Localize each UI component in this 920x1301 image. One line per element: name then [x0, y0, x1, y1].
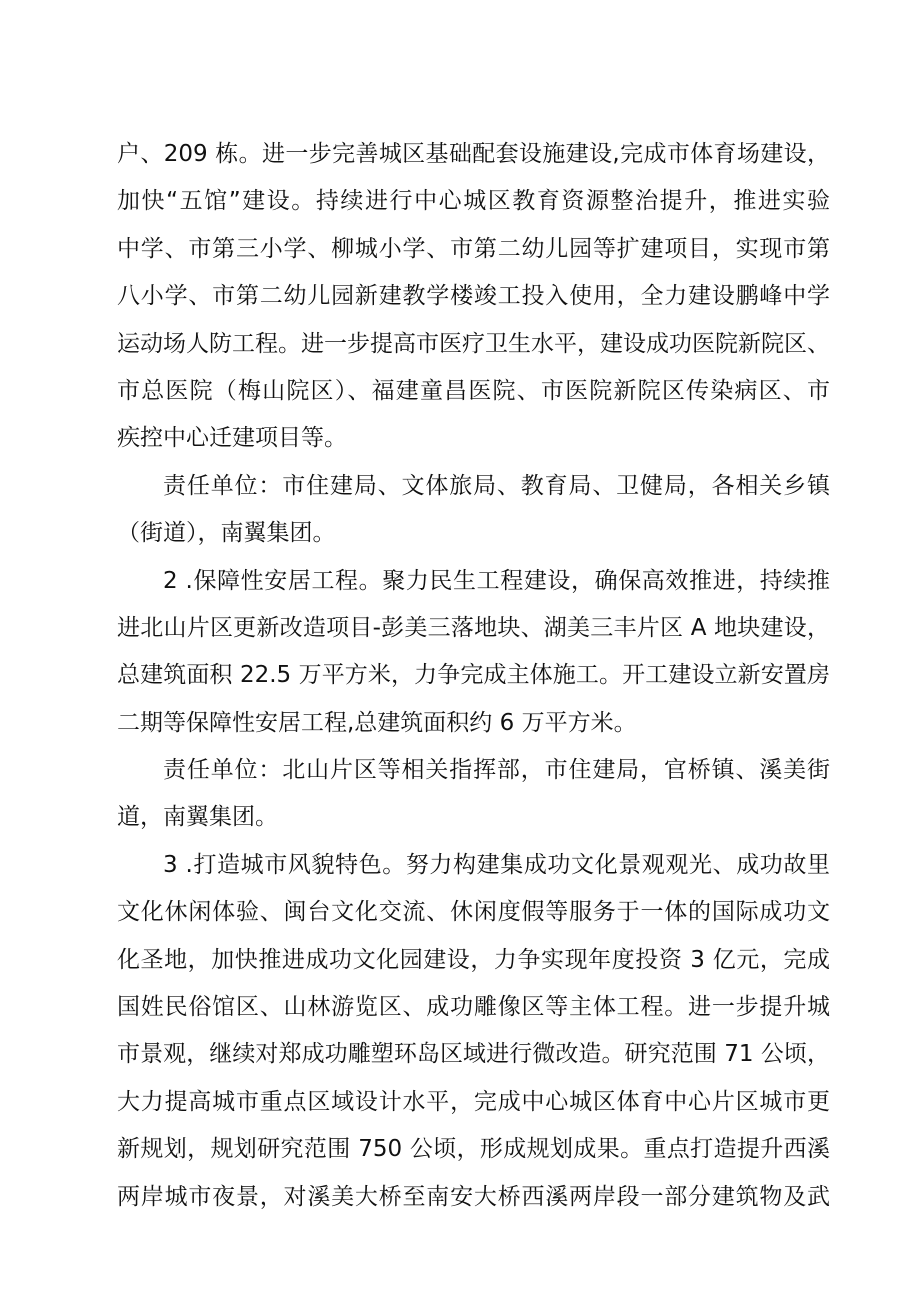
responsibility-line-4: 道，南翼集团。	[117, 804, 278, 831]
text-line-4: 八小学、市第二幼儿园新建教学楼竣工投入使用，全力建设鹏峰中学	[117, 283, 830, 310]
section-3-heading-line: 3 .打造城市风貌特色。努力构建集成功文化景观观光、成功故里	[163, 851, 830, 878]
responsibility-line-2: （街道），南翼集团。	[117, 520, 336, 547]
text-line-5: 运动场人防工程。进一步提高市医疗卫生水平，建设成功医院新院区、	[117, 330, 830, 357]
section-2-line-2: 进北山片区更新改造项目-彭美三落地块、湖美三丰片区 A 地块建设，	[117, 614, 830, 641]
section-3-line-2: 文化休闲体验、闽台文化交流、休闲度假等服务于一体的国际成功文	[117, 899, 830, 926]
section-2-heading-line: 2 .保障性安居工程。聚力民生工程建设，确保高效推进，持续推	[163, 567, 830, 594]
section-3-line-4: 国姓民俗馆区、山林游览区、成功雕像区等主体工程。进一步提升城	[117, 994, 830, 1021]
section-3-line-6: 大力提高城市重点区域设计水平，完成中心城区体育中心片区城市更	[117, 1088, 830, 1115]
responsibility-line-1: 责任单位：市住建局、文体旅局、教育局、卫健局，各相关乡镇	[163, 472, 830, 499]
text-line-1: 户、209 栋。进一步完善城区基础配套设施建设,完成市体育场建设，	[117, 141, 830, 167]
section-3-line-8: 两岸城市夜景，对溪美大桥至南安大桥西溪两岸段一部分建筑物及武	[117, 1183, 830, 1210]
text-line-3: 中学、市第三小学、柳城小学、市第二幼儿园等扩建项目，实现市第	[117, 235, 830, 262]
section-3-line-7: 新规划，规划研究范围 750 公顷，形成规划成果。重点打造提升西溪	[117, 1136, 830, 1163]
text-line-7: 疾控中心迁建项目等。	[117, 425, 347, 452]
section-3-line-3: 化圣地，加快推进成功文化园建设，力争实现年度投资 3 亿元，完成	[117, 946, 830, 973]
responsibility-line-3: 责任单位：北山片区等相关指挥部，市住建局，官桥镇、溪美街	[163, 757, 830, 784]
text-line-2: 加快“五馆”建设。持续进行中心城区教育资源整治提升，推进实验	[117, 188, 830, 215]
text-line-6: 市总医院（梅山院区）、福建童昌医院、市医院新院区传染病区、市	[117, 377, 830, 404]
document-body	[117, 131, 830, 1221]
section-2-line-4: 二期等保障性安居工程,总建筑面积约 6 万平方米。	[117, 709, 637, 736]
section-3-line-5: 市景观，继续对郑成功雕塑环岛区域进行微改造。研究范围 71 公顷，	[117, 1041, 830, 1068]
section-2-line-3: 总建筑面积 22.5 万平方米，力争完成主体施工。开工建设立新安置房	[117, 662, 830, 689]
